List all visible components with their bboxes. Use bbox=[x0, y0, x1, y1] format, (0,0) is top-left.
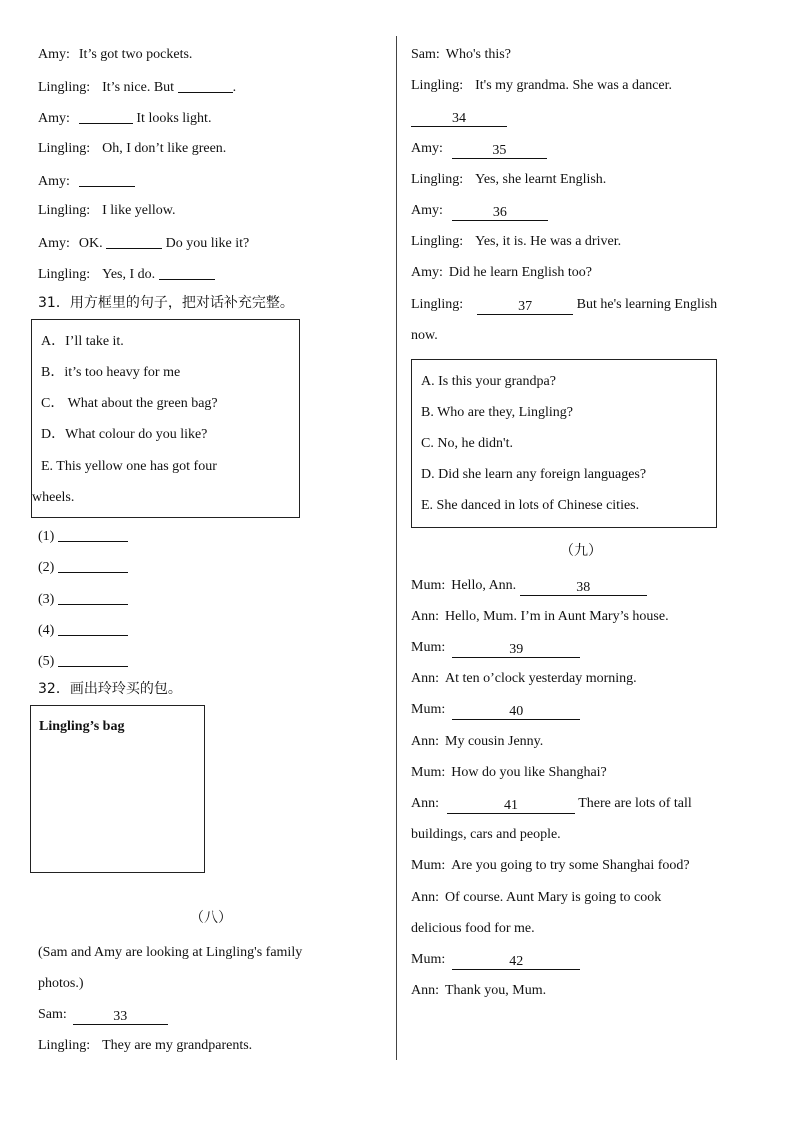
q31-option-a: A．I’ll take it. bbox=[41, 334, 124, 349]
dialogue-line: Lingling: Yes, I do. bbox=[38, 266, 215, 282]
q31-answer-3: (3) bbox=[38, 591, 128, 607]
answer-blank-33[interactable]: 33 bbox=[73, 1010, 168, 1025]
q32-title: 32．画出玲玲买的包。 bbox=[38, 681, 182, 697]
section-8-option-box bbox=[411, 359, 717, 528]
dialogue-line: Amy: It’s got two pockets. bbox=[38, 47, 193, 62]
answer-blank-36[interactable]: 36 bbox=[452, 206, 548, 221]
dialogue-line: Lingling: Yes, she learnt English. bbox=[411, 172, 607, 187]
dialogue-line-continued: buildings, cars and people. bbox=[411, 827, 561, 842]
dialogue-line: Sam: 33 bbox=[38, 1008, 168, 1025]
dialogue-line: Ann: Hello, Mum. I’m in Aunt Mary’s house. bbox=[411, 609, 669, 624]
q31-option-b: B．it’s too heavy for me bbox=[41, 365, 181, 380]
dialogue-line: Lingling: I like yellow. bbox=[38, 203, 176, 218]
dialogue-line: Mum: 39 bbox=[411, 641, 580, 658]
dialogue-line: Mum: Are you going to try some Shanghai food? bbox=[411, 858, 690, 873]
dialogue-line: Lingling: It's my grandma. She was a dancer. bbox=[411, 78, 673, 93]
q31-answer-4: (4) bbox=[38, 622, 128, 638]
dialogue-line: Lingling: Oh, I don’t like green. bbox=[38, 141, 227, 156]
answer-blank[interactable] bbox=[159, 266, 215, 280]
answer-blank[interactable] bbox=[58, 622, 128, 636]
section-8-intro-continued: photos.) bbox=[38, 976, 84, 991]
answer-blank[interactable] bbox=[58, 559, 128, 573]
answer-blank-41[interactable]: 41 bbox=[447, 799, 575, 814]
dialogue-line: Amy: OK. Do you like it? bbox=[38, 236, 250, 251]
q31-option-d: D．What colour do you like? bbox=[41, 427, 208, 442]
section-9-title: （九） bbox=[560, 544, 602, 559]
dialogue-line bbox=[411, 110, 507, 127]
answer-blank-37[interactable]: 37 bbox=[477, 300, 573, 315]
dialogue-line: Ann: At ten o’clock yesterday morning. bbox=[411, 671, 637, 686]
section-8-option-c: C. No, he didn't. bbox=[421, 436, 513, 451]
bag-drawing-box[interactable] bbox=[30, 705, 205, 873]
q31-title: 31．用方框里的句子，把对话补充完整。 bbox=[38, 295, 294, 311]
dialogue-line: Amy: 36 bbox=[411, 204, 548, 221]
answer-blank[interactable] bbox=[106, 235, 162, 249]
dialogue-line: Lingling: Yes, it is. He was a driver. bbox=[411, 234, 622, 249]
dialogue-line: Mum: How do you like Shanghai? bbox=[411, 765, 607, 780]
section-8-intro: (Sam and Amy are looking at Lingling's family bbox=[38, 945, 303, 960]
section-8-option-b: B. Who are they, Lingling? bbox=[421, 405, 574, 420]
q31-option-c: C． What about the green bag? bbox=[41, 396, 218, 411]
dialogue-line-continued: delicious food for me. bbox=[411, 921, 535, 936]
q31-option-e: E. This yellow one has got four bbox=[41, 459, 217, 474]
dialogue-line: Lingling: 37 But he's learning English bbox=[411, 297, 718, 314]
dialogue-line: Mum: 40 bbox=[411, 703, 580, 720]
q31-answer-5: (5) bbox=[38, 653, 128, 669]
answer-blank[interactable] bbox=[58, 653, 128, 667]
section-8-option-d: D. Did she learn any foreign languages? bbox=[421, 467, 647, 482]
dialogue-line: Ann: My cousin Jenny. bbox=[411, 734, 544, 749]
dialogue-line: Amy: 35 bbox=[411, 142, 547, 159]
dialogue-line: Mum: Hello, Ann. 38 bbox=[411, 579, 647, 596]
q31-answer-2: (2) bbox=[38, 559, 128, 575]
dialogue-line: Lingling: They are my grandparents. bbox=[38, 1038, 253, 1053]
dialogue-line: Amy: bbox=[38, 173, 135, 189]
dialogue-line: Ann: Thank you, Mum. bbox=[411, 983, 547, 998]
answer-blank-38[interactable]: 38 bbox=[520, 581, 647, 596]
dialogue-line: Ann: 41 There are lots of tall bbox=[411, 796, 692, 813]
q31-option-e-continued: wheels. bbox=[32, 490, 75, 505]
answer-blank-42[interactable]: 42 bbox=[452, 955, 580, 970]
section-8-option-a: A. Is this your grandpa? bbox=[421, 374, 556, 389]
answer-blank-34[interactable]: 34 bbox=[411, 112, 507, 127]
column-divider bbox=[396, 36, 397, 1060]
answer-blank[interactable] bbox=[58, 591, 128, 605]
answer-blank[interactable] bbox=[79, 173, 135, 187]
answer-blank-39[interactable]: 39 bbox=[452, 643, 580, 658]
section-8-title: （八） bbox=[190, 911, 232, 926]
dialogue-line: Lingling: It’s nice. But . bbox=[38, 80, 237, 95]
dialogue-line: Sam: Who's this? bbox=[411, 47, 511, 62]
answer-blank-40[interactable]: 40 bbox=[452, 705, 580, 720]
dialogue-line: Amy: It looks light. bbox=[38, 111, 212, 126]
answer-blank[interactable] bbox=[178, 79, 233, 93]
q31-option-box bbox=[31, 319, 300, 518]
dialogue-line: Ann: Of course. Aunt Mary is going to cook bbox=[411, 890, 662, 905]
answer-blank[interactable] bbox=[79, 110, 133, 124]
dialogue-line-continued: now. bbox=[411, 328, 438, 343]
bag-label: Lingling’s bag bbox=[39, 719, 125, 734]
dialogue-line: Mum: 42 bbox=[411, 953, 580, 970]
section-8-option-e: E. She danced in lots of Chinese cities. bbox=[421, 498, 640, 513]
q31-answer-1: (1) bbox=[38, 528, 128, 544]
answer-blank[interactable] bbox=[58, 528, 128, 542]
answer-blank-35[interactable]: 35 bbox=[452, 144, 547, 159]
dialogue-line: Amy: Did he learn English too? bbox=[411, 265, 592, 280]
